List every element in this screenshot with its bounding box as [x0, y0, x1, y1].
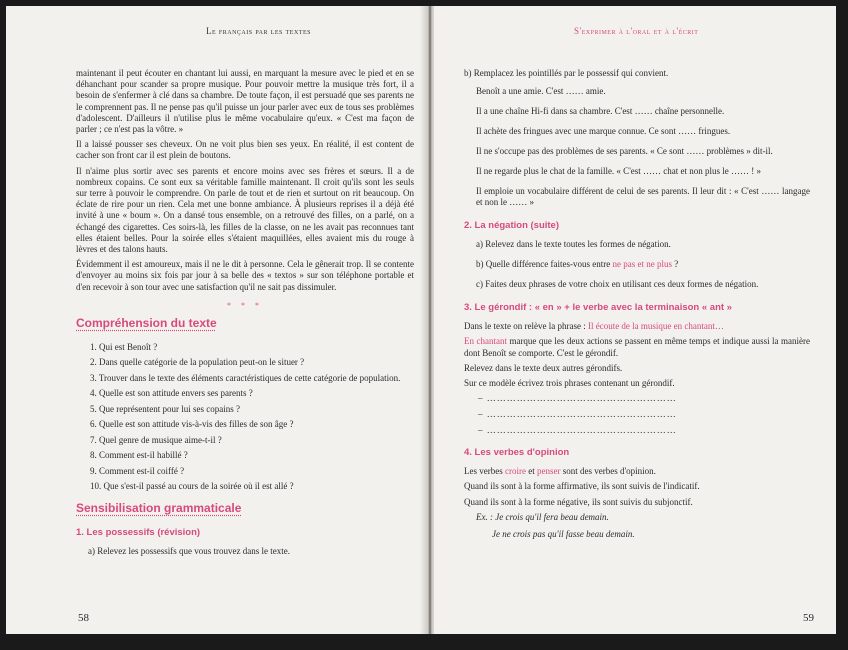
negation-b-highlight: ne pas et ne plus — [612, 259, 673, 270]
text-paragraph-1: maintenant il peut écouter en chantant lui aussi, en marquant la mesure avec le pied et en se déhanchant pour scander sa propre musique. Pour pouvoir mettre la musique très fort, il a besoin de s'enfermer à clé dans sa chambre. De toute façon, il est persuadé que ses parents ne le comprennent pas. Il ne pense pas qu'il puisse un jour parler avec eux de tous ses problèmes d'adolescent. D'ailleurs il n'utilise plus le même vocabulaire qu'eux. « C'est ma façon de parler ; ce n'est pas la vôtre. » — [76, 68, 414, 135]
exercise-line: Il ne regarde plus le chat de la famille. « C'est …… chat et non plus le …… ! » — [476, 166, 762, 177]
question-item: 1. Qui est Benoît ? — [90, 341, 158, 352]
exercise-line: Il ne s'occupe pas des problèmes de ses parents. « Ce sont …… problèmes » dit-il. — [476, 146, 773, 157]
opinion-example-2: Je ne crois pas qu'il fasse beau demain. — [492, 529, 635, 540]
opinion-p1-penser: penser — [536, 466, 561, 477]
negation-heading: 2. La négation (suite) — [464, 220, 560, 232]
question-item: 2. Dans quelle catégorie de la population peut-on le situer ? — [90, 357, 305, 368]
opinion-paragraph-1 — [464, 466, 810, 477]
negation-b-text: b) Quelle différence faites-vous entre — [476, 259, 613, 270]
question-item: 10. Que s'est-il passé au cours de la soirée où il est allé ? — [90, 481, 294, 492]
opinion-paragraph-2: Quand ils sont à la forme affirmative, ils sont suivis de l'indicatif. — [464, 481, 700, 492]
text-paragraph-4: Évidemment il est amoureux, mais il ne le dit à personne. Cela le gênerait trop. Il se contente d'envoyer au moins six fois par jour à sa belle des « textos » sur son téléphone portable et d'en recevoir à son tour avec une satisfaction qu'il ne sait pas dissimuler. — [76, 259, 414, 292]
gerondif-paragraph-4: Sur ce modèle écrivez trois phrases contenant un gérondif. — [464, 378, 675, 389]
right-running-head: S'exprimer à l'oral et à l'écrit — [574, 26, 699, 36]
gerondif-paragraph-3: Relevez dans le texte deux autres gérondifs. — [464, 362, 623, 373]
question-item: 6. Quelle est son attitude vis-à-vis des filles de son âge ? — [90, 419, 294, 430]
comprehension-list — [76, 342, 414, 493]
opinion-p1-croire: croire — [504, 466, 526, 477]
gerondif-p1-text: Dans le texte on relève la phrase : — [464, 321, 588, 332]
section-separator: * * * — [227, 300, 263, 310]
exercise-line: Benoît a une amie. C'est …… amie. — [476, 86, 606, 97]
gerondif-paragraph-2 — [464, 336, 810, 358]
negation-exercise-c: c) Faites deux phrases de votre choix en utilisant ces deux formes de négation. — [476, 279, 759, 290]
possessifs-heading: 1. Les possessifs (révision) — [76, 526, 201, 538]
opinion-p1-text: Les verbes — [464, 466, 505, 477]
question-item: 3. Trouver dans le texte des éléments caractéristiques de cette catégorie de population. — [90, 372, 401, 383]
question-item: 4. Quelle est son attitude envers ses parents ? — [90, 388, 253, 399]
question-item: 8. Comment est-il habillé ? — [90, 450, 188, 461]
left-running-head: Le français par les textes — [206, 26, 311, 36]
text-paragraph-2: Il a laissé pousser ses cheveux. On ne voit plus bien ses yeux. En réalité, il est content de cacher son front car il est plein de boutons. — [76, 139, 414, 161]
question-item: 7. Quel genre de musique aime-t-il ? — [90, 434, 222, 445]
comprehension-title: Compréhension du texte — [76, 315, 217, 330]
opinion-p1-and: et — [525, 466, 537, 477]
question-item: 5. Que représentent pour lui ses copains ? — [90, 403, 240, 414]
negation-exercise-a: a) Relevez dans le texte toutes les formes de négation. — [476, 239, 671, 250]
gerondif-p2-text: marque que les deux actions se passent en même temps et indique aussi la manière dont Benoît se comporte. C'est le gérondif. — [464, 336, 810, 358]
left-page-number: 58 — [78, 612, 89, 624]
right-page-number: 59 — [803, 612, 814, 624]
opinion-p1-end: sont des verbes d'opinion. — [560, 466, 656, 477]
blank-answer-line: – ………………………………………………… — [478, 425, 677, 436]
opinion-example-1: Ex. : Je crois qu'il fera beau demain. — [476, 511, 609, 522]
gerondif-p2-highlight: En chantant — [464, 336, 507, 347]
sensibilisation-title: Sensibilisation grammaticale — [76, 500, 242, 515]
opinion-paragraph-3: Quand ils sont à la forme négative, ils sont suivis du subjonctif. — [464, 496, 693, 507]
negation-exercise-b — [476, 259, 810, 270]
gerondif-p1-highlight: Il écoute de la musique en chantant… — [587, 321, 724, 332]
blank-answer-line: – ………………………………………………… — [478, 393, 677, 404]
gerondif-paragraph-1 — [464, 321, 810, 332]
gerondif-heading: 3. Le gérondif : « en » + le verbe avec la terminaison « ant » — [464, 302, 732, 314]
possessifs-exercise-b: b) Remplacez les pointillés par le possessif qui convient. — [464, 68, 669, 78]
exercise-line: Il emploie un vocabulaire différent de celui de ses parents. Il leur dit : « C'est …… langage et non le …… » — [476, 186, 810, 208]
question-item: 9. Comment est-il coiffé ? — [90, 465, 185, 476]
exercise-line: Il achète des fringues avec une marque connue. Ce sont …… fringues. — [476, 126, 731, 137]
opinion-heading: 4. Les verbes d'opinion — [464, 447, 570, 459]
blank-answer-line: – ………………………………………………… — [478, 409, 677, 420]
possessifs-exercise-a: a) Relevez les possessifs que vous trouvez dans le texte. — [88, 545, 290, 556]
exercise-line: Il a une chaîne Hi-fi dans sa chambre. C'est …… chaîne personnelle. — [476, 106, 725, 117]
negation-b-end: ? — [672, 259, 679, 270]
text-paragraph-3: Il n'aime plus sortir avec ses parents et encore moins avec ses frères et sœurs. Il a de nombreux copains. Ce sont eux sa véritable famille maintenant. Il croit qu'ils sont les seuls sur terre à pouvoir le comprendre. On parle de tout et de rien et surtout on rit beaucoup. On éclate de rire pour un rien. Cela met une bonne ambiance. À plusieurs reprises il a déjà été invité à une « boum ». On a dansé tous ensemble, on a retrouvé des filles, on a parlé, on a échangé des cigarettes. Ces soirs-là, les filles de la classe, on ne les avait pas reconnues tant elles étaient belles. Pour la soirée elles s'étaient maquillées, elles avaient mis du rouge à lèvres et des talons hauts. — [76, 165, 414, 255]
left-page — [6, 6, 426, 634]
right-page — [434, 6, 836, 634]
